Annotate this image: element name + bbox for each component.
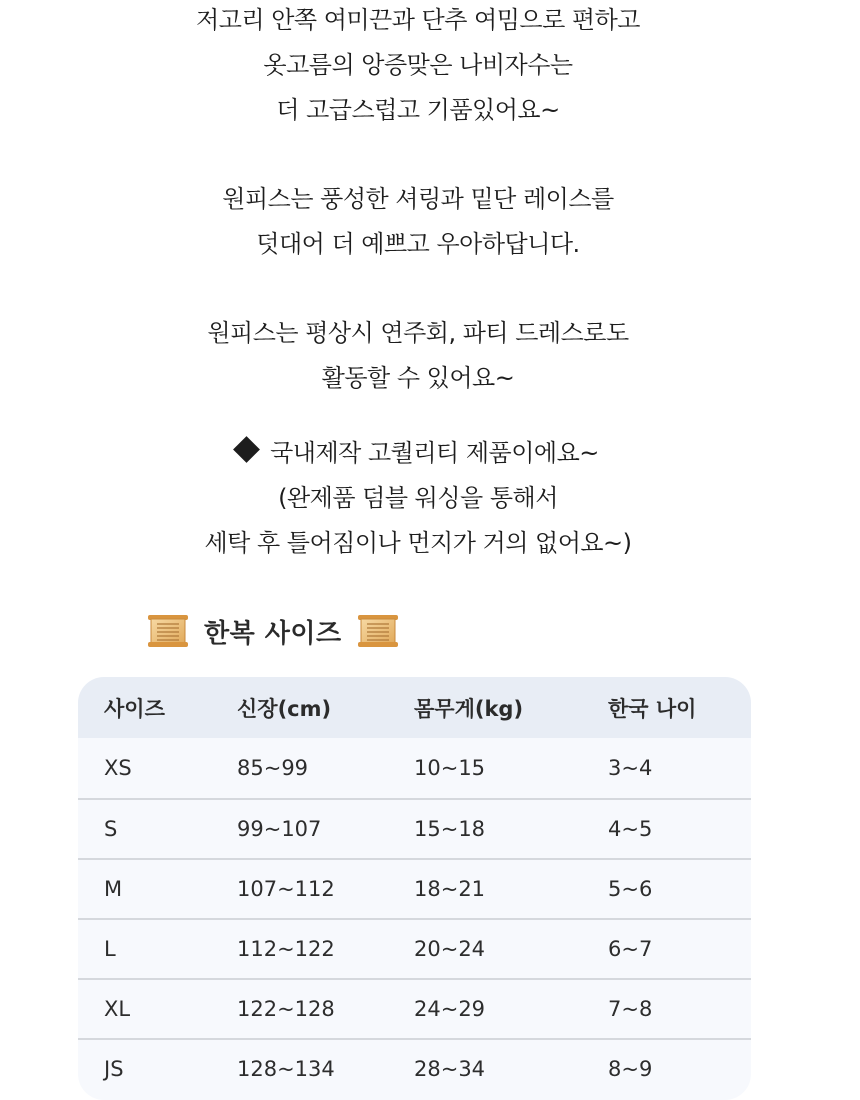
description-line: 활동할 수 있어요~ — [321, 364, 515, 392]
description-block-2 — [0, 177, 836, 267]
cell-age: 7~8 — [608, 997, 653, 1021]
cell-weight: 28~34 — [414, 1057, 486, 1081]
scroll-icon — [356, 611, 400, 651]
table-header-row — [78, 677, 751, 738]
cell-age: 5~6 — [608, 877, 653, 901]
cell-height: 112~122 — [237, 937, 335, 961]
description-line: 더 고급스럽고 기품있어요~ — [276, 96, 560, 124]
description-line: 세탁 후 틀어짐이나 먼지가 거의 없어요~) — [204, 529, 632, 557]
cell-size: XS — [104, 756, 132, 780]
size-section-heading: 한복 사이즈 — [204, 618, 342, 649]
description-line-text: 국내제작 고퀄리티 제품이에요~ — [270, 439, 599, 467]
cell-age: 8~9 — [608, 1057, 653, 1081]
cell-weight: 18~21 — [414, 877, 486, 901]
cell-weight: 15~18 — [414, 817, 486, 841]
description-line: 원피스는 평상시 연주회, 파티 드레스로도 — [207, 319, 629, 347]
description-line: 저고리 안쪽 여미끈과 단추 여밈으로 편하고 — [196, 6, 640, 34]
cell-age: 6~7 — [608, 937, 653, 961]
header-weight: 몸무게(kg) — [414, 696, 524, 721]
description-line — [0, 431, 836, 476]
cell-weight: 20~24 — [414, 937, 486, 961]
description-line: 옷고름의 앙증맞은 나비자수는 — [263, 51, 573, 79]
cell-size: XL — [104, 997, 131, 1021]
table-row — [78, 798, 751, 858]
cell-size: L — [104, 937, 116, 961]
description-line: 원피스는 풍성한 셔링과 밑단 레이스를 — [222, 185, 614, 213]
cell-age: 3~4 — [608, 756, 653, 780]
description-line: 덧대어 더 예쁘고 우아하답니다. — [256, 230, 580, 258]
cell-height: 99~107 — [237, 817, 322, 841]
header-age: 한국 나이 — [608, 696, 697, 721]
description-block-4 — [0, 431, 836, 566]
cell-height: 107~112 — [237, 877, 335, 901]
table-row — [78, 738, 751, 798]
description-line: (완제품 덤블 워싱을 통해서 — [278, 484, 558, 512]
cell-size: M — [104, 877, 123, 901]
cell-weight: 24~29 — [414, 997, 486, 1021]
table-row — [78, 918, 751, 978]
header-size: 사이즈 — [104, 696, 165, 721]
cell-height: 122~128 — [237, 997, 335, 1021]
diamond-bullet-icon — [233, 436, 260, 463]
description-block-3 — [0, 311, 836, 401]
table-row — [78, 858, 751, 918]
size-table — [78, 677, 751, 1100]
table-row — [78, 978, 751, 1038]
cell-size: JS — [104, 1057, 124, 1081]
table-row — [78, 1038, 751, 1098]
description-block-1 — [0, 0, 836, 133]
header-height: 신장(cm) — [237, 696, 332, 721]
cell-age: 4~5 — [608, 817, 653, 841]
cell-weight: 10~15 — [414, 756, 486, 780]
cell-height: 85~99 — [237, 756, 309, 780]
cell-size: S — [104, 817, 118, 841]
scroll-icon — [146, 611, 190, 651]
cell-height: 128~134 — [237, 1057, 335, 1081]
size-section-title — [146, 608, 400, 654]
